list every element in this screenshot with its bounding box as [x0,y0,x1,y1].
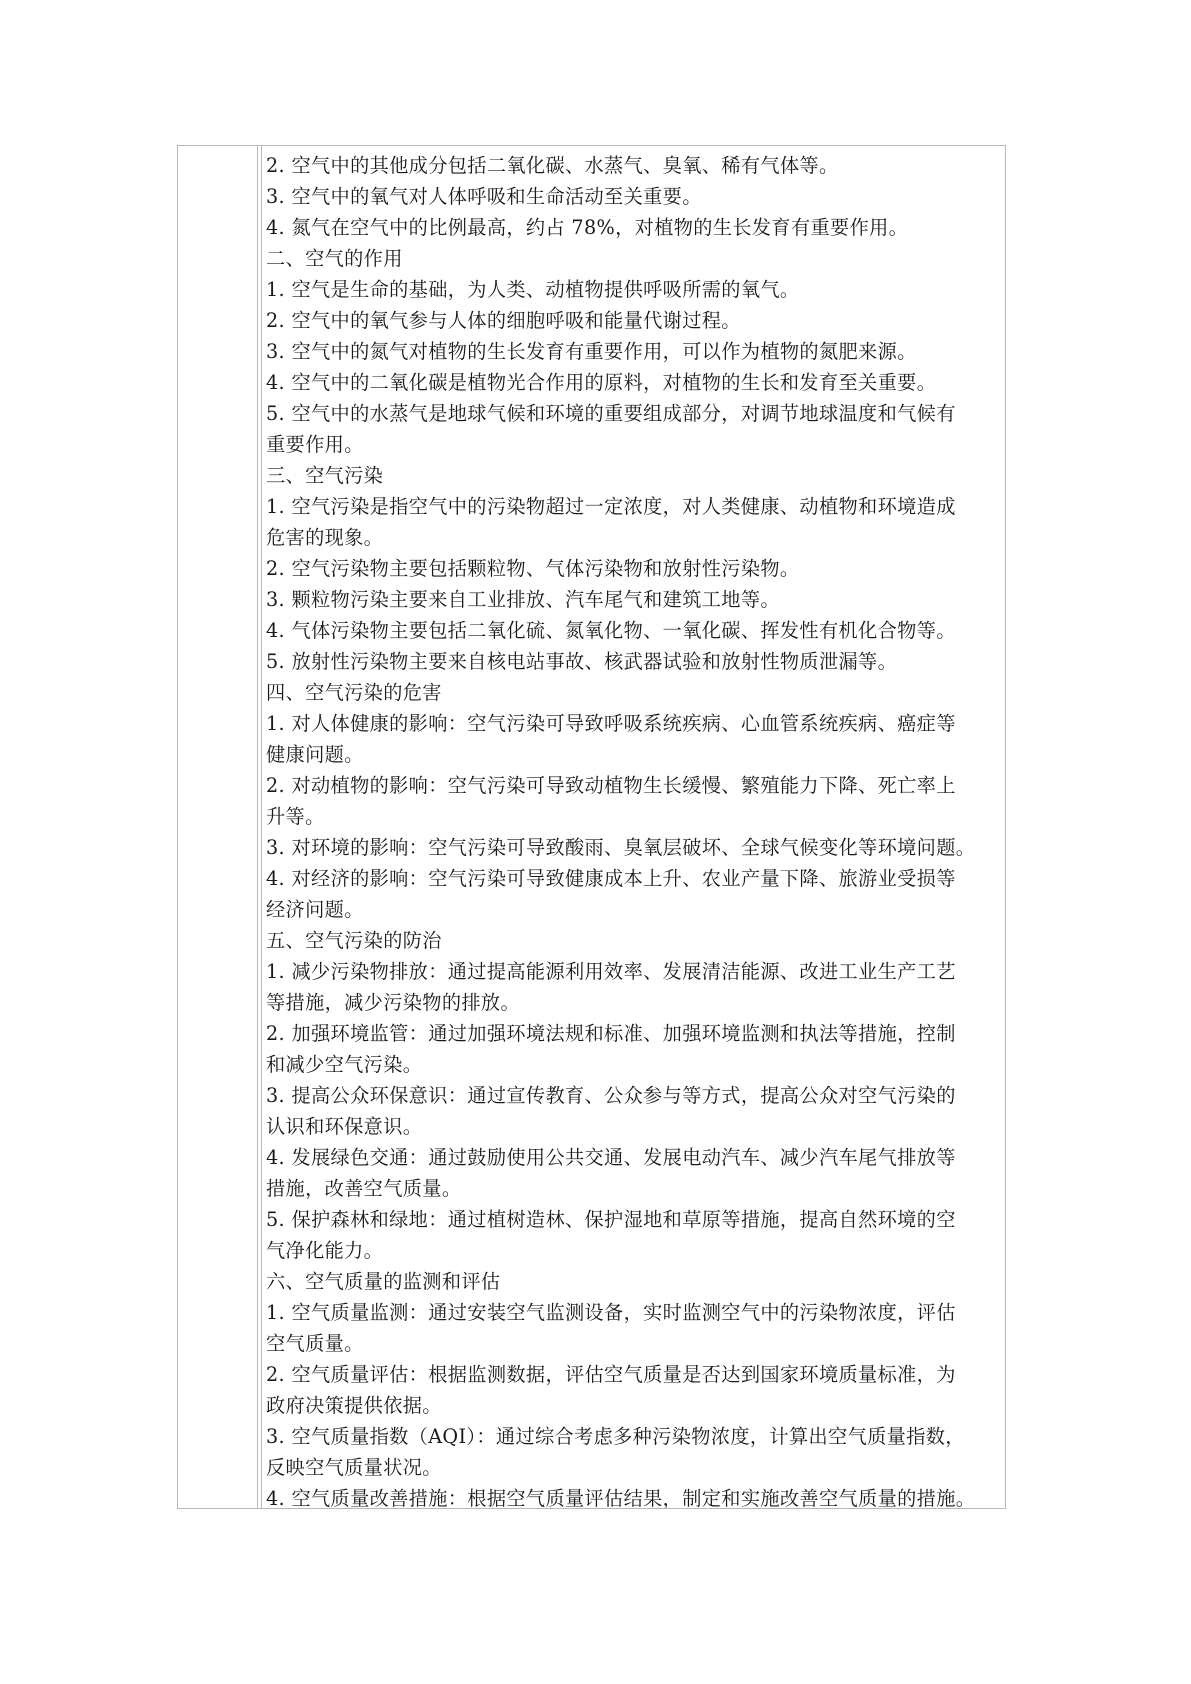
text-line: 5. 空气中的水蒸气是地球气候和环境的重要组成部分，对调节地球温度和气候有 [266,402,956,425]
text-line: 5. 保护森林和绿地：通过植树造林、保护湿地和草原等措施，提高自然环境的空 [266,1208,956,1231]
text-line: 健康问题。 [266,743,364,766]
text-line: 4. 空气中的二氧化碳是植物光合作用的原料，对植物的生长和发育至关重要。 [266,371,937,394]
table-left-cell [178,146,258,1508]
text-line: 3. 空气中的氮气对植物的生长发育有重要作用，可以作为植物的氮肥来源。 [266,340,917,363]
text-line: 2. 空气污染物主要包括颗粒物、气体污染物和放射性污染物。 [266,557,800,580]
text-line: 1. 对人体健康的影响：空气污染可导致呼吸系统疾病、心血管系统疾病、癌症等 [266,712,956,735]
text-line: 二、空气的作用 [266,247,403,270]
text-line: 五、空气污染的防治 [266,929,442,952]
text-line: 政府决策提供依据。 [266,1394,442,1417]
text-line: 2. 加强环境监管：通过加强环境法规和标准、加强环境监测和执法等措施，控制 [266,1022,956,1045]
text-line: 升等。 [266,805,325,828]
text-line: 1. 空气质量监测：通过安装空气监测设备，实时监测空气中的污染物浓度，评估 [266,1301,956,1324]
text-line: 三、空气污染 [266,464,384,487]
text-line: 空气质量。 [266,1332,364,1355]
text-line: 3. 空气中的氧气对人体呼吸和生命活动至关重要。 [266,185,702,208]
text-line: 危害的现象。 [266,526,384,549]
text-line: 气净化能力。 [266,1239,384,1262]
text-line: 四、空气污染的危害 [266,681,442,704]
text-line: 措施，改善空气质量。 [266,1177,462,1200]
text-line: 4. 氮气在空气中的比例最高，约占 78%，对植物的生长发育有重要作用。 [266,216,909,239]
text-line: 3. 颗粒物污染主要来自工业排放、汽车尾气和建筑工地等。 [266,588,780,611]
content-table [177,145,1006,1509]
text-line: 5. 放射性污染物主要来自核电站事故、核武器试验和放射性物质泄漏等。 [266,650,898,673]
text-line: 3. 对环境的影响：空气污染可导致酸雨、臭氧层破坏、全球气候变化等环境问题。 [266,836,976,859]
table-content-cell [261,146,1005,1508]
text-line: 3. 提高公众环保意识：通过宣传教育、公众参与等方式，提高公众对空气污染的 [266,1084,956,1107]
text-line: 和减少空气污染。 [266,1053,423,1076]
text-line: 重要作用。 [266,433,364,456]
text-line: 六、空气质量的监测和评估 [266,1270,501,1293]
text-line: 4. 发展绿色交通：通过鼓励使用公共交通、发展电动汽车、减少汽车尾气排放等 [266,1146,956,1169]
text-line: 3. 空气质量指数（AQI）：通过综合考虑多种污染物浓度，计算出空气质量指数， [266,1425,965,1448]
text-line: 经济问题。 [266,898,364,921]
text-line: 1. 减少污染物排放：通过提高能源利用效率、发展清洁能源、改进工业生产工艺 [266,960,956,983]
text-line: 1. 空气污染是指空气中的污染物超过一定浓度，对人类健康、动植物和环境造成 [266,495,956,518]
text-line: 2. 空气质量评估：根据监测数据，评估空气质量是否达到国家环境质量标准，为 [266,1363,956,1386]
text-line: 4. 对经济的影响：空气污染可导致健康成本上升、农业产量下降、旅游业受损等 [266,867,956,890]
text-line: 1. 空气是生命的基础，为人类、动植物提供呼吸所需的氧气。 [266,278,800,301]
text-line: 4. 气体污染物主要包括二氧化硫、氮氧化物、一氧化碳、挥发性有机化合物等。 [266,619,956,642]
text-line: 2. 空气中的氧气参与人体的细胞呼吸和能量代谢过程。 [266,309,741,332]
text-line: 等措施，减少污染物的排放。 [266,991,520,1014]
text-line: 2. 空气中的其他成分包括二氧化碳、水蒸气、臭氧、稀有气体等。 [266,154,839,177]
text-line: 认识和环保意识。 [266,1115,423,1138]
text-line: 4. 空气质量改善措施：根据空气质量评估结果，制定和实施改善空气质量的措施。 [266,1487,976,1508]
text-line: 反映空气质量状况。 [266,1456,442,1479]
text-line: 2. 对动植物的影响：空气污染可导致动植物生长缓慢、繁殖能力下降、死亡率上 [266,774,956,797]
